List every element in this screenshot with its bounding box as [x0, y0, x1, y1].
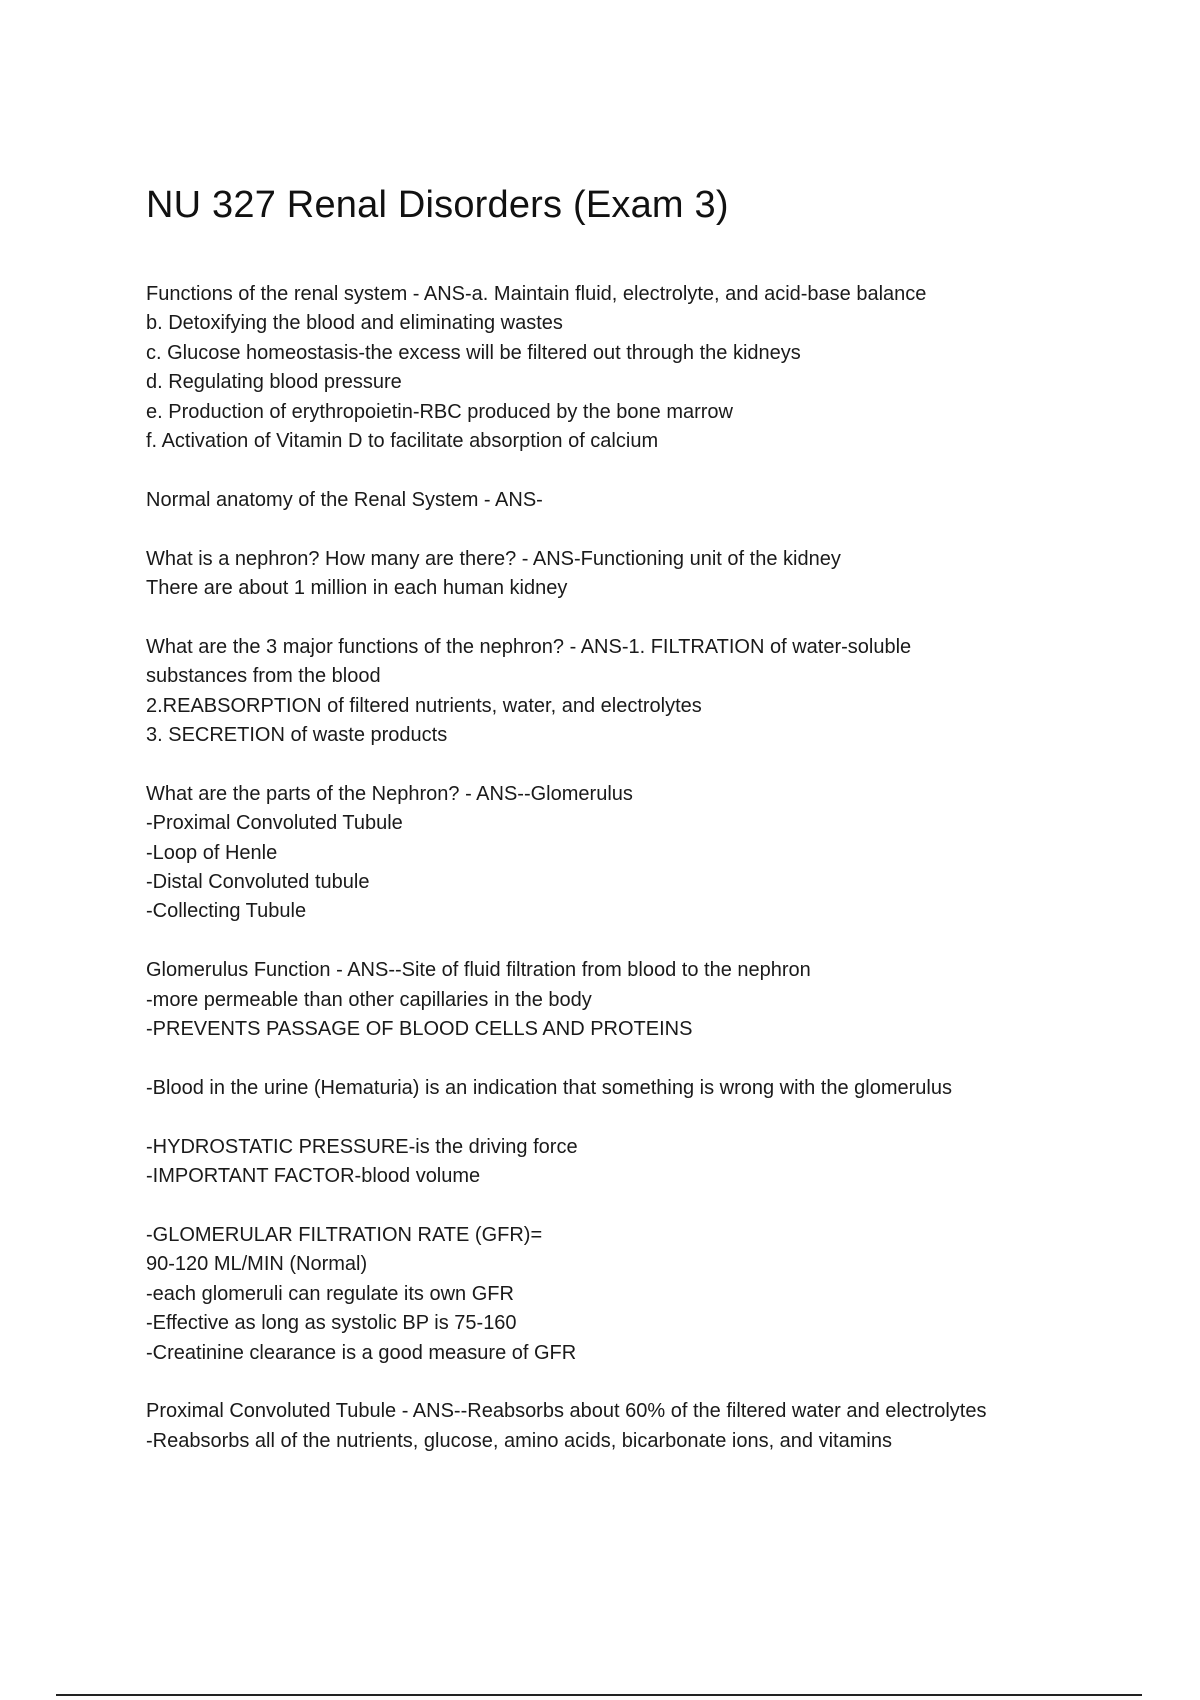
- section-proximal-convoluted-tubule: [146, 1397, 1106, 1456]
- text-line: substances from the blood: [146, 665, 381, 688]
- text-line: -IMPORTANT FACTOR-blood volume: [146, 1165, 481, 1188]
- text-line: d. Regulating blood pressure: [146, 371, 402, 394]
- section-normal-anatomy: [146, 486, 1106, 515]
- section-nephron-definition: [146, 545, 1106, 604]
- text-line: -GLOMERULAR FILTRATION RATE (GFR)=: [146, 1223, 543, 1246]
- section-nephron-parts: [146, 780, 1106, 927]
- text-line: -Effective as long as systolic BP is 75-160: [146, 1312, 517, 1335]
- text-line: -each glomeruli can regulate its own GFR: [146, 1282, 514, 1305]
- footer-divider: [56, 1694, 1142, 1696]
- section-gfr: [146, 1221, 1106, 1368]
- section-renal-functions: [146, 280, 1106, 456]
- text-line: Proximal Convoluted Tubule - ANS--Reabsorbs about 60% of the filtered water and electrolytes: [146, 1400, 987, 1423]
- document-body: [146, 280, 1106, 1486]
- text-line: 3. SECRETION of waste products: [146, 724, 448, 747]
- text-line: What is a nephron? How many are there? - ANS-Functioning unit of the kidney: [146, 547, 841, 570]
- text-line: What are the parts of the Nephron? - ANS--Glomerulus: [146, 782, 633, 805]
- text-line: There are about 1 million in each human kidney: [146, 577, 568, 600]
- text-line: What are the 3 major functions of the nephron? - ANS-1. FILTRATION of water-soluble: [146, 635, 912, 658]
- text-line: Glomerulus Function - ANS--Site of fluid filtration from blood to the nephron: [146, 959, 811, 982]
- page-title: NU 327 Renal Disorders (Exam 3): [146, 184, 729, 226]
- text-line: -Loop of Henle: [146, 841, 278, 864]
- section-hematuria: [146, 1074, 1106, 1103]
- text-line: b. Detoxifying the blood and eliminating wastes: [146, 312, 563, 335]
- section-nephron-functions: [146, 633, 1106, 751]
- text-line: -Reabsorbs all of the nutrients, glucose, amino acids, bicarbonate ions, and vitamins: [146, 1429, 892, 1452]
- text-line: c. Glucose homeostasis-the excess will be filtered out through the kidneys: [146, 341, 801, 364]
- text-line: -PREVENTS PASSAGE OF BLOOD CELLS AND PROTEINS: [146, 1018, 693, 1041]
- text-line: Functions of the renal system - ANS-a. Maintain fluid, electrolyte, and acid-base balance: [146, 283, 927, 305]
- text-line: 90-120 ML/MIN (Normal): [146, 1253, 368, 1276]
- text-line: f. Activation of Vitamin D to facilitate absorption of calcium: [146, 430, 659, 453]
- text-line: -Distal Convoluted tubule: [146, 871, 370, 894]
- section-glomerulus-function: [146, 956, 1106, 1044]
- text-line: -more permeable than other capillaries in the body: [146, 988, 592, 1011]
- text-line: e. Production of erythropoietin-RBC produced by the bone marrow: [146, 400, 733, 423]
- section-hydrostatic-pressure: [146, 1133, 1106, 1192]
- text-line: -HYDROSTATIC PRESSURE-is the driving force: [146, 1135, 578, 1158]
- text-line: -Creatinine clearance is a good measure of GFR: [146, 1341, 577, 1364]
- text-line: Normal anatomy of the Renal System - ANS-: [146, 488, 543, 511]
- text-line: 2.REABSORPTION of filtered nutrients, water, and electrolytes: [146, 694, 702, 717]
- text-line: -Collecting Tubule: [146, 900, 307, 923]
- text-line: -Blood in the urine (Hematuria) is an indication that something is wrong with the glomerulus: [146, 1076, 952, 1099]
- text-line: -Proximal Convoluted Tubule: [146, 812, 403, 835]
